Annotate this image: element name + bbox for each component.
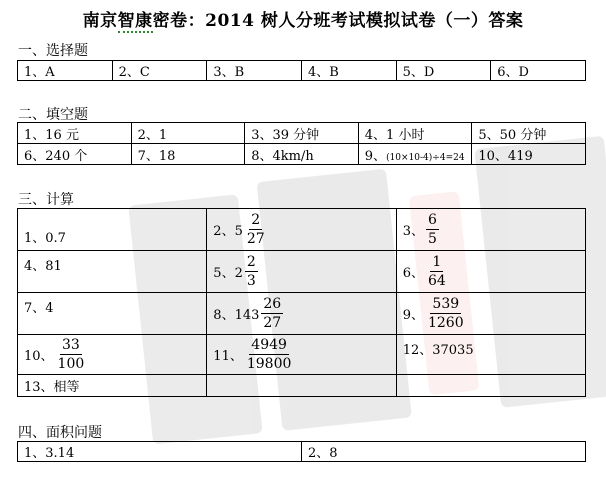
table-cell: 8、143 $\frac{26}{27}$ (207, 293, 396, 335)
section-fill-title: 二、填空题 (18, 107, 88, 123)
table-cell: 1、A (18, 61, 113, 81)
table-cell (207, 375, 396, 397)
table-cell: 2、8 (302, 442, 586, 462)
fraction: $\frac{4949}{19800}$ (246, 337, 292, 372)
table-cell: 7、18 (131, 144, 245, 165)
table-cell: 9、 $\frac{539}{1260}$ (396, 293, 585, 335)
area-answers-table (17, 441, 586, 462)
table-cell: 3、B (207, 61, 302, 81)
fraction: $\frac{2}{27}$ (246, 212, 265, 247)
section-area-title: 四、面积问题 (18, 425, 102, 441)
table-cell: 2、1 (131, 123, 245, 144)
table-cell: 12、37035 (396, 335, 585, 375)
table-cell: 4、1 小时 (358, 123, 472, 144)
table-cell: 1、0.7 (18, 209, 207, 251)
table-cell: 10、419 (472, 144, 586, 165)
fill-answers-table (17, 122, 586, 165)
choice-answers-table (17, 60, 586, 81)
table-cell: 2、5 $\frac{2}{27}$ (207, 209, 396, 251)
fraction: $\frac{1}{64}$ (427, 254, 446, 289)
table-cell (396, 375, 585, 397)
table-cell: 1、3.14 (18, 442, 302, 462)
table-cell: 2、C (112, 61, 207, 81)
fraction: $\frac{26}{27}$ (263, 296, 282, 331)
table-cell: 11、 $\frac{4949}{19800}$ (207, 335, 396, 375)
calc-answers-table (17, 208, 586, 397)
table-cell: 7、4 (18, 293, 207, 335)
table-cell: 5、2 $\frac{2}{3}$ (207, 251, 396, 293)
q9-expression: (10×10-4)÷4=24 (386, 152, 465, 163)
table-cell: 3、 $\frac{6}{5}$ (396, 209, 585, 251)
table-cell: 4、81 (18, 251, 207, 293)
table-cell: 5、50 分钟 (472, 123, 586, 144)
table-cell: 3、39 分钟 (245, 123, 359, 144)
table-cell: 9、(10×10-4)÷4=24 (358, 144, 472, 165)
table-cell: 6、D (491, 61, 586, 81)
section-choice-title: 一、选择题 (18, 43, 88, 59)
fraction: $\frac{6}{5}$ (427, 212, 437, 247)
table-cell: 6、240 个 (18, 144, 132, 165)
table-cell: 1、16 元 (18, 123, 132, 144)
fraction: $\frac{33}{100}$ (57, 337, 85, 372)
title-underlined-text: 智康 (117, 11, 153, 31)
table-cell: 5、D (396, 61, 491, 81)
table-cell: 13、相等 (18, 375, 207, 397)
section-calc-title: 三、计算 (18, 192, 74, 208)
fraction: $\frac{2}{3}$ (246, 254, 256, 289)
page-title: 南京智康密卷：2014 树人分班考试模拟试卷（一）答案 (82, 11, 524, 31)
table-cell: 8、4km/h (245, 144, 359, 165)
table-cell: 10、 $\frac{33}{100}$ (18, 335, 207, 375)
fraction: $\frac{539}{1260}$ (427, 296, 464, 331)
table-cell: 6、 $\frac{1}{64}$ (396, 251, 585, 293)
table-cell: 4、B (301, 61, 396, 81)
